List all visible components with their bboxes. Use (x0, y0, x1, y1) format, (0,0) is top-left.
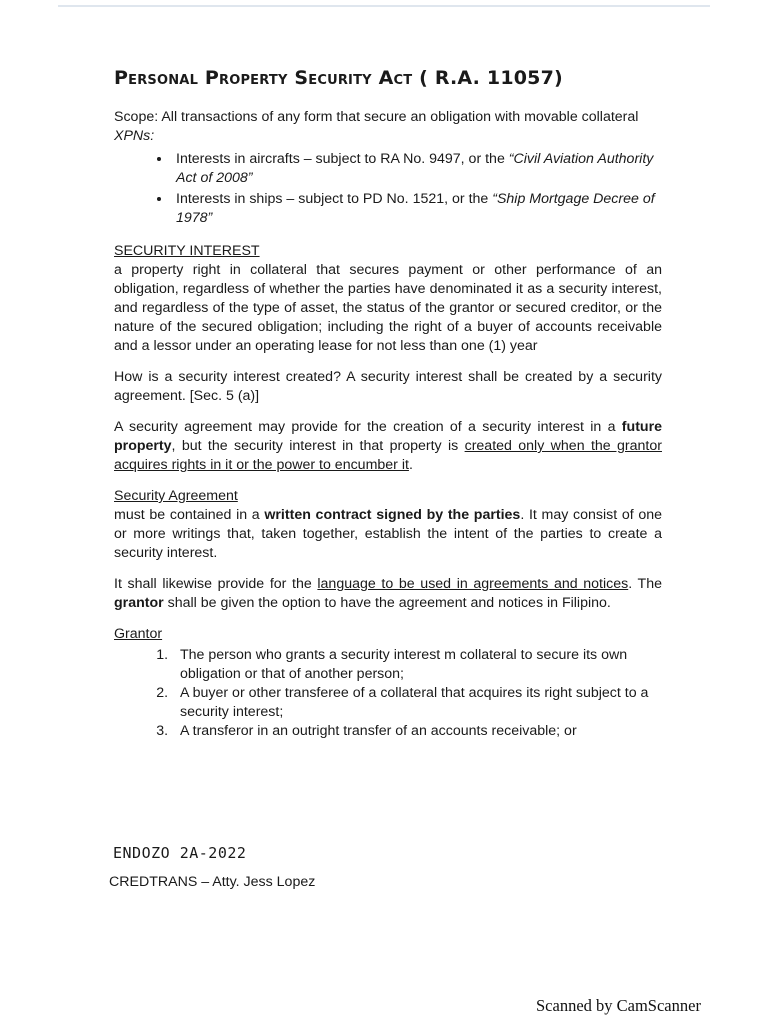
document-page (114, 66, 662, 741)
list-item: 1. The person who grants a security interest m collateral to secure its own obligation or that of another person; (172, 646, 662, 684)
security-agreement-text: must be contained in a written contract signed by the parties. It may consist of one or more writings that, taken together, establish the intent of the parties to create a security interest. (114, 507, 662, 561)
security-agreement-heading: Security Agreement (114, 488, 238, 504)
how-created-text: How is a security interest created? A security interest shall be created by a security agreement. [Sec. 5 (a)] (114, 369, 662, 404)
grantor-list (114, 646, 662, 741)
course-line: CREDTRANS – Atty. Jess Lopez (109, 874, 316, 890)
scope-text: Scope: All transactions of any form that secure an obligation with movable collateral (114, 109, 639, 125)
document-title: Personal Property Security Act ( R.A. 11057) (114, 67, 563, 89)
future-property-text: A security agreement may provide for the creation of a security interest in a future property, but the security interest in that property is created only when the grantor acquires rights in it or the power to encumber it. (114, 419, 662, 473)
list-item: 3. A transferor in an outright transfer of an accounts receivable; or (172, 722, 662, 741)
list-item: • Interests in ships – subject to PD No. 1521, or the “Ship Mortgage Decree of 1978” (172, 190, 662, 228)
scanner-watermark: Scanned by CamScanner (536, 996, 701, 1015)
grantor-heading: Grantor (114, 626, 163, 642)
scan-edge-line (58, 5, 710, 7)
list-item: 2. A buyer or other transferee of a collateral that acquires its right subject to a security interest; (172, 684, 662, 722)
author-signature: ENDOZO 2A-2022 (113, 844, 247, 862)
security-interest-heading: SECURITY INTEREST (114, 243, 260, 259)
xpns-label: XPNs: (114, 128, 155, 144)
exceptions-list (114, 150, 662, 228)
language-text: It shall likewise provide for the language to be used in agreements and notices. The grantor shall be given the option to have the agreement and notices in Filipino. (114, 576, 662, 611)
list-item: • Interests in aircrafts – subject to RA No. 9497, or the “Civil Aviation Authority Act of 2008” (172, 150, 662, 188)
security-interest-definition: a property right in collateral that secures payment or other performance of an obligation, regardless of whether the parties have denominated it as a security interest, and regardless of the type of asset, the status of the grantor or secured creditor, or the nature of the secured obligation; including the right of a buyer of accounts receivable and a lessor under an operating lease for not less than one (1) year (114, 262, 662, 354)
